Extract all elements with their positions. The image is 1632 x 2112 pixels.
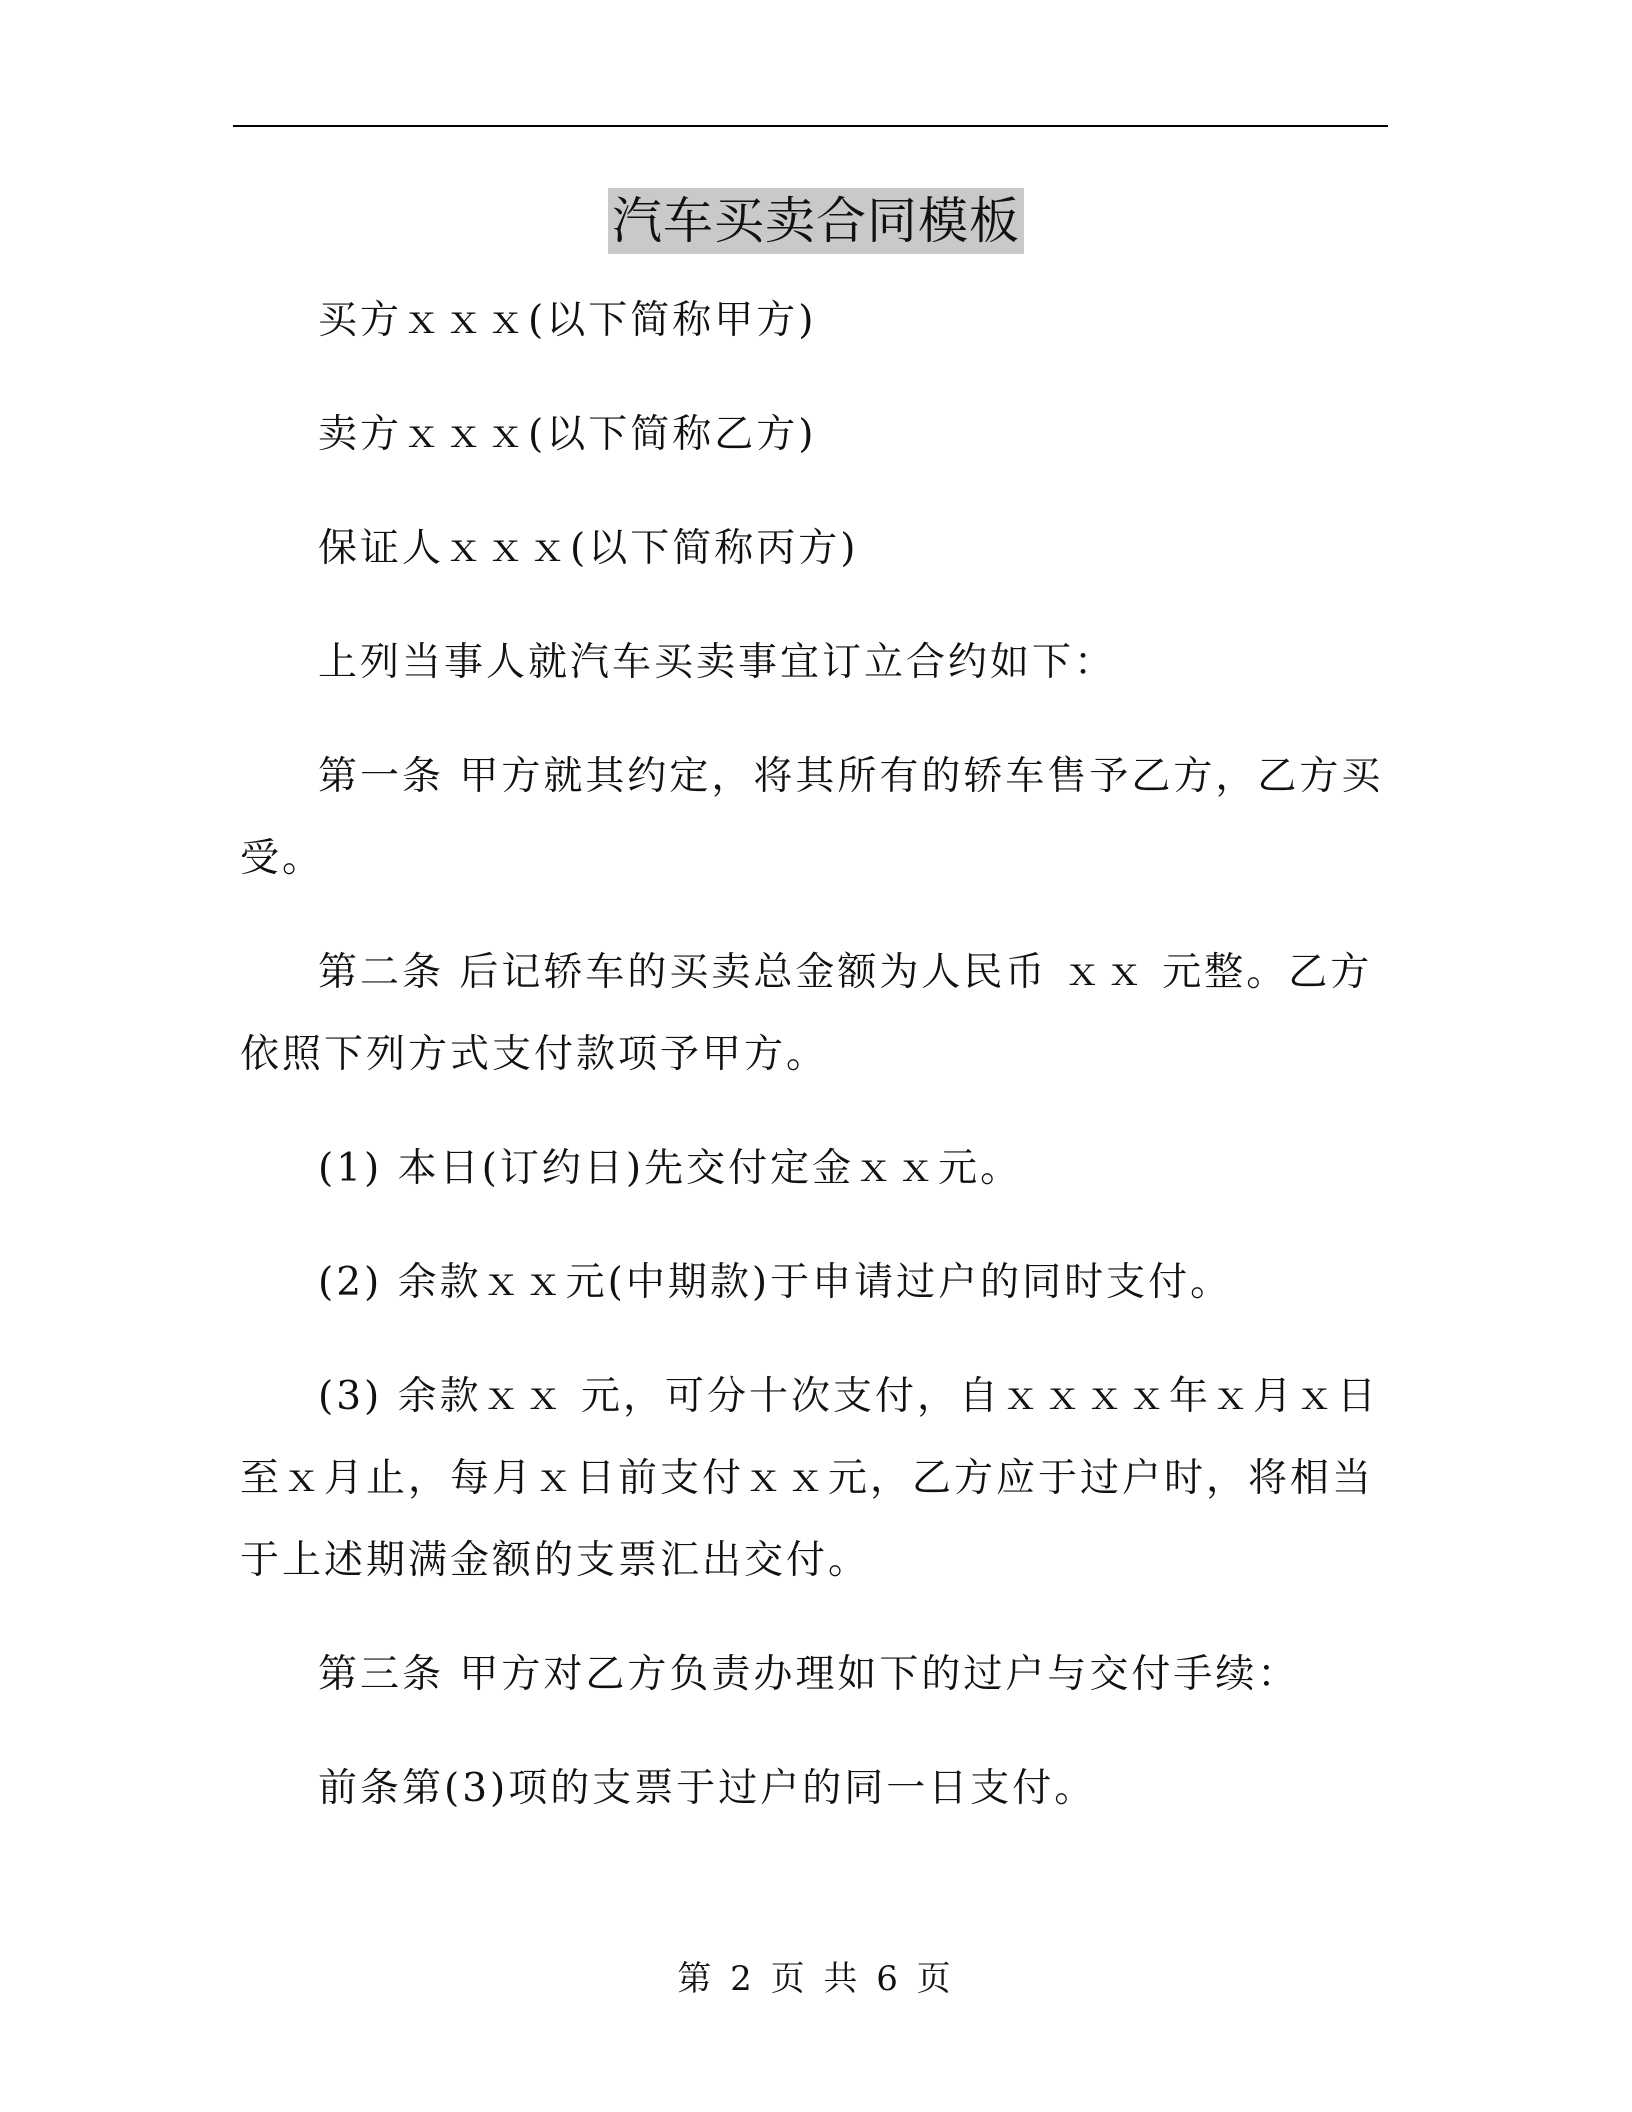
paragraph-seller: 卖方ｘｘｘ(以下简称乙方)	[318, 412, 817, 457]
header-rule	[233, 125, 1388, 127]
page-number: 第 2 页 共 6 页	[677, 1959, 955, 1999]
paragraph-intro: 上列当事人就汽车买卖事宜订立合约如下：	[318, 640, 1117, 685]
paragraph-guarantor: 保证人ｘｘｘ(以下简称丙方)	[318, 526, 859, 571]
title-container	[0, 188, 1632, 254]
paragraph-cheque: 前条第(3)项的支票于过户的同一日支付。	[318, 1766, 1097, 1811]
paragraph-item-1: (1) 本日(订约日)先交付定金ｘｘ元。	[318, 1146, 1023, 1191]
paragraph-item-3: (3) 余款ｘｘ 元，可分十次支付，自ｘｘｘｘ年ｘ月ｘ日至ｘ月止，每月ｘ日前支付ｘｘ元，乙方应于过户时，将相当于上述期满金额的支票汇出交付。	[240, 1374, 1380, 1583]
document-body	[240, 280, 1388, 1862]
paragraph-article-3: 第三条 甲方对乙方负责办理如下的过户与交付手续：	[318, 1652, 1300, 1697]
paragraph-buyer: 买方ｘｘｘ(以下简称甲方)	[318, 298, 817, 343]
document-title: 汽车买卖合同模板	[608, 188, 1024, 254]
paragraph-article-2: 第二条 后记轿车的买卖总金额为人民币 ｘｘ 元整。乙方依照下列方式支付款项予甲方。	[240, 950, 1373, 1077]
page-footer	[0, 1954, 1632, 2004]
paragraph-item-2: (2) 余款ｘｘ元(中期款)于申请过户的同时支付。	[318, 1260, 1233, 1305]
paragraph-article-1: 第一条 甲方就其约定，将其所有的轿车售予乙方，乙方买受。	[240, 754, 1384, 881]
